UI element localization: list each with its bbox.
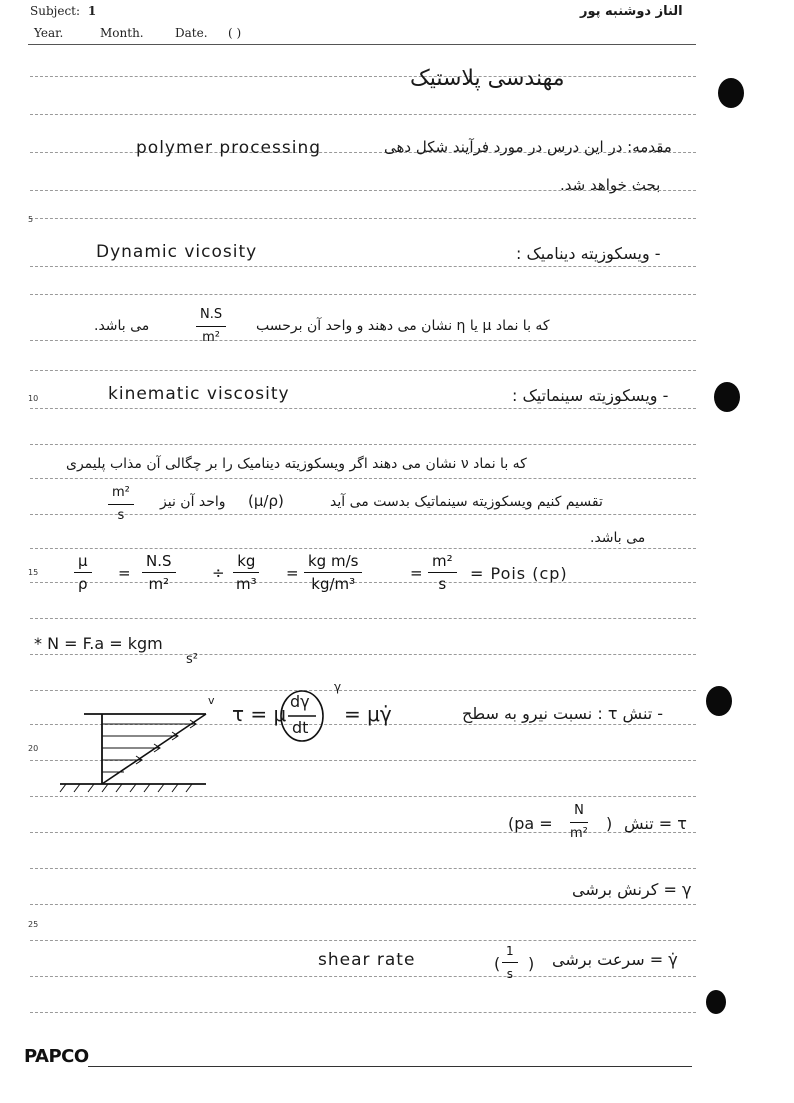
eq-frac-denominator: s [438, 575, 447, 593]
eq-frac-numerator: μ [74, 552, 92, 573]
subject-field [30, 4, 96, 18]
punch-hole [706, 686, 732, 716]
kinematic-line-2-end: واحد آن نیز [160, 494, 226, 510]
kinematic-heading-english: kinematic viscosity [108, 384, 290, 404]
shear-flow-diagram [56, 706, 226, 796]
subject-label: Subject: [30, 4, 81, 18]
shear-stress-label: - تنش τ : نسبت نیرو به سطح [462, 704, 664, 723]
header-rule [28, 44, 696, 45]
dynamic-unit [196, 306, 226, 347]
kinematic-unit [108, 484, 134, 525]
shear-rate-paren-open: ( [494, 954, 501, 973]
intro-english: polymer processing [136, 138, 322, 158]
line-number: 15 [28, 568, 39, 577]
date-label: Date. [175, 26, 208, 40]
derivative-numerator: dγ [290, 692, 310, 711]
ruled-line [30, 478, 696, 479]
shear-rate-paren-close: ) [528, 954, 535, 973]
shear-rate-unit-numerator: 1 [502, 942, 518, 963]
eq-frac-numerator: kg [233, 552, 259, 573]
ruled-line [30, 582, 696, 583]
month-label: Month. [100, 26, 144, 40]
dynamic-heading: - ویسکوزیته دینامیک : [516, 244, 661, 263]
ruled-line [30, 370, 696, 371]
ruled-line [30, 618, 696, 619]
ruled-line [30, 444, 696, 445]
force-formula: * N = F.a = kgm [34, 634, 163, 653]
ruled-line [30, 832, 696, 833]
year-label: Year. [34, 26, 64, 40]
footer-rule [88, 1066, 692, 1067]
eq-divide: ÷ [212, 564, 225, 582]
kinematic-line-3: می باشد. [590, 530, 646, 546]
kinematic-ratio: (μ/ρ) [248, 492, 284, 510]
line-number: 5 [28, 215, 34, 224]
eq-frac-numerator: N.S [142, 552, 176, 573]
eq-frac-m2-s [428, 552, 457, 593]
eq-equals: = [410, 564, 423, 582]
eq-frac-denominator: kg/m³ [311, 575, 356, 593]
ruled-line [30, 408, 696, 409]
intro-line-2: بحث خواهد شد. [560, 176, 661, 194]
dynamic-desc-end: می باشد. [94, 318, 150, 334]
ruled-line [30, 654, 696, 655]
eq-equals: = [286, 564, 299, 582]
ruled-line [30, 266, 696, 267]
ruled-line [30, 548, 696, 549]
author-name: الناز دوشنبه پور [580, 4, 683, 19]
eq-frac-mu-rho [74, 552, 92, 593]
punch-hole [714, 382, 740, 412]
shear-rate-english: shear rate [318, 950, 416, 970]
ruled-line [30, 976, 696, 977]
kinematic-unit-denominator: s [117, 508, 125, 523]
eq-frac-denominator: m³ [236, 575, 257, 593]
ruled-line [30, 690, 696, 691]
papco-logo: PAPCO [24, 1046, 89, 1067]
eq-result: = Pois (cp) [470, 564, 568, 583]
date-parens: ( ) [228, 26, 242, 40]
ruled-line [30, 904, 696, 905]
dynamic-unit-denominator: m² [202, 330, 220, 345]
force-denominator: s² [186, 652, 198, 667]
page-title: مهندسی پلاستیک [410, 66, 565, 91]
punch-hole [718, 78, 744, 108]
pa-numerator: N [570, 802, 588, 823]
pa-close: ) [606, 814, 613, 833]
eq-frac-numerator: m² [428, 552, 457, 573]
ruled-line [30, 76, 696, 77]
ruled-line [30, 340, 696, 341]
pa-unit: (pa = [508, 814, 553, 833]
eq-frac-denominator: m² [148, 575, 170, 593]
shear-rate-unit-denominator: s [506, 967, 513, 981]
ruled-line [30, 868, 696, 869]
gamma-dot-mark: γ [334, 680, 342, 694]
ruled-line [30, 796, 696, 797]
eq-equals: = [118, 564, 131, 582]
ruled-line [30, 940, 696, 941]
eq-frac-ns-m2 [142, 552, 176, 593]
subject-value: 1 [87, 4, 97, 18]
shear-formula-left: τ = μ [232, 702, 287, 726]
ruled-line [30, 218, 696, 219]
pa-denominator: m² [570, 826, 588, 841]
shear-strain-label: γ = کرنش برشی [572, 880, 692, 899]
intro-line-1: مقدمه: در این درس در مورد فرآیند شکل دهی [384, 138, 672, 156]
punch-hole [706, 990, 726, 1014]
kinematic-line-2-start: تقسیم کنیم ویسکوزیته سینماتیک بدست می آید [330, 494, 603, 510]
line-number: 20 [28, 744, 39, 753]
kinematic-heading: - ویسکوزیته سینماتیک : [512, 386, 669, 405]
ruled-line [30, 114, 696, 115]
line-number: 10 [28, 394, 39, 403]
eq-frac-denominator: ρ [78, 575, 88, 593]
ruled-line [30, 1012, 696, 1013]
shear-rate-label: γ̇ = سرعت برشی [552, 950, 678, 969]
line-number: 25 [28, 920, 39, 929]
kinematic-unit-numerator: m² [108, 484, 134, 505]
pa-fraction [566, 802, 592, 843]
stress-symbol-label: τ = تنش [624, 814, 687, 833]
dynamic-heading-english: Dynamic vicosity [96, 242, 258, 262]
derivative-denominator: dt [292, 718, 309, 737]
dynamic-unit-numerator: N.S [196, 306, 226, 327]
shear-rate-unit [502, 942, 518, 983]
eq-frac-kg-m3 [232, 552, 261, 593]
ruled-line [30, 294, 696, 295]
velocity-mark: v [208, 694, 215, 707]
kinematic-line-1: که با نماد ν نشان می دهند اگر ویسکوزیته دینامیک را بر چگالی آن مذاب پلیمری [66, 456, 527, 472]
eq-frac-numerator: kg m/s [304, 552, 362, 573]
eq-frac-compound [304, 552, 362, 593]
dynamic-desc-start: که با نماد μ یا η نشان می دهند و واحد آن برحسب [256, 318, 550, 334]
shear-formula-right: = μγ̇ [344, 702, 392, 726]
